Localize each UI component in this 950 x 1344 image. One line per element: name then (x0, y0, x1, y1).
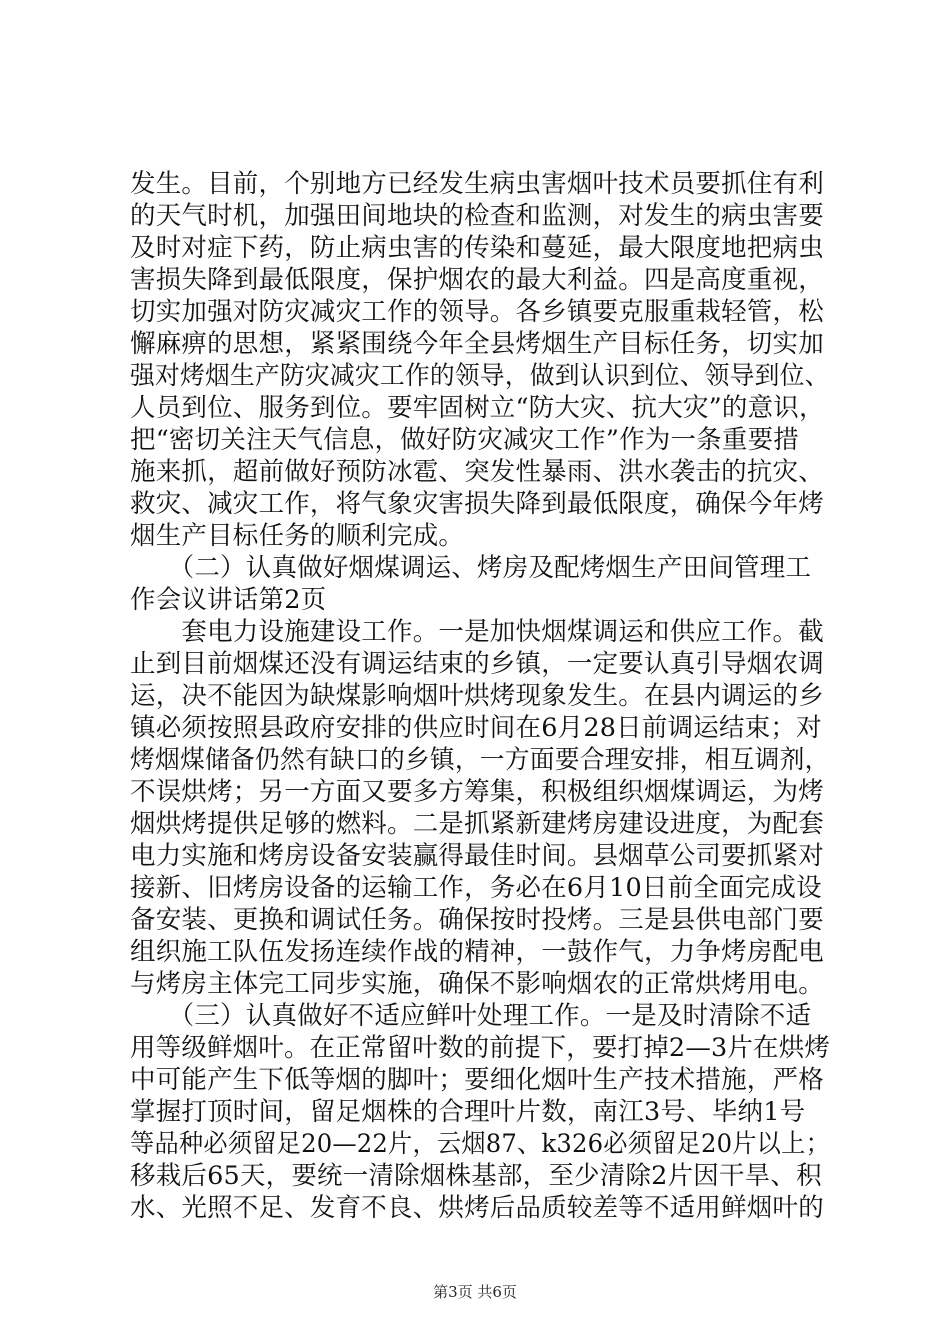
text-line: 烟烘烤提供足够的燃料。二是抓紧新建烤房建设进度，为配套 (130, 809, 824, 839)
text-line: 备安装、更换和调试任务。确保按时投烤。三是县供电部门要 (130, 905, 824, 935)
text-line: 电力实施和烤房设备安装赢得最佳时间。县烟草公司要抓紧对 (130, 841, 824, 871)
text-line: 移栽后65天，要统一清除烟株基部，至少清除2片因干旱、积 (130, 1161, 822, 1191)
text-line: 切实加强对防灾减灾工作的领导。各乡镇要克服重栽轻管，松 (130, 297, 824, 327)
text-line: 发生。目前，个别地方已经发生病虫害烟叶技术员要抓住有利 (130, 169, 824, 199)
text-line: 运，决不能因为缺煤影响烟叶烘烤现象发生。在县内调运的乡 (130, 681, 824, 711)
text-line: 用等级鲜烟叶。在正常留叶数的前提下，要打掉2—3片在烘烤 (130, 1033, 831, 1063)
text-line: 等品种必须留足20—22片，云烟87、k326必须留足20片以上； (130, 1129, 831, 1159)
text-line: 套电力设施建设工作。一是加快烟煤调运和供应工作。截 (130, 617, 824, 647)
text-line: 烟生产目标任务的顺利完成。 (130, 521, 465, 551)
text-line: 掌握打顶时间，留足烟株的合理叶片数，南江3号、毕纳1号 (130, 1097, 806, 1127)
text-line: 不误烘烤；另一方面又要多方筹集，积极组织烟煤调运，为烤 (130, 777, 824, 807)
text-line: 接新、旧烤房设备的运输工作，务必在6月10日前全面完成设 (130, 873, 822, 903)
text-line: 中可能产生下低等烟的脚叶；要细化烟叶生产技术措施，严格 (130, 1065, 824, 1095)
text-line: 施来抓，超前做好预防冰雹、突发性暴雨、洪水袭击的抗灾、 (130, 457, 824, 487)
text-line: 害损失降到最低限度，保护烟农的最大利益。四是高度重视， (130, 265, 824, 295)
text-line: 组织施工队伍发扬连续作战的精神，一鼓作气，力争烤房配电 (130, 937, 824, 967)
text-line: 止到目前烟煤还没有调运结束的乡镇，一定要认真引导烟农调 (130, 649, 824, 679)
text-line: （二）认真做好烟煤调运、烤房及配烤烟生产田间管理工 (130, 553, 812, 583)
text-line: 及时对症下药，防止病虫害的传染和蔓延，最大限度地把病虫 (130, 233, 824, 263)
text-line: 镇必须按照县政府安排的供应时间在6月28日前调运结束；对 (130, 713, 822, 743)
document-body (130, 168, 830, 1224)
text-line: 烤烟煤储备仍然有缺口的乡镇，一方面要合理安排，相互调剂， (130, 745, 830, 775)
text-line: 人员到位、服务到位。要牢固树立“防大灾、抗大灾”的意识， (130, 393, 825, 423)
text-line: 把“密切关注天气信息，做好防灾减灾工作”作为一条重要措 (130, 425, 799, 455)
text-line: 水、光照不足、发育不良、烘烤后品质较差等不适用鲜烟叶的 (130, 1193, 824, 1223)
text-line: 救灾、减灾工作，将气象灾害损失降到最低限度，确保今年烤 (130, 489, 824, 519)
page-footer: 第3页 共6页 (433, 1283, 517, 1301)
text-line: 强对烤烟生产防灾减灾工作的领导，做到认识到位、领导到位、 (130, 361, 830, 391)
text-line: 与烤房主体完工同步实施，确保不影响烟农的正常烘烤用电。 (130, 969, 824, 999)
text-line: （三）认真做好不适应鲜叶处理工作。一是及时清除不适 (130, 1001, 812, 1031)
text-line: 的天气时机，加强田间地块的检查和监测，对发生的病虫害要 (130, 201, 824, 231)
text-line: 作会议讲话第2页 (130, 585, 327, 615)
text-line: 懈麻痹的思想，紧紧围绕今年全县烤烟生产目标任务，切实加 (130, 329, 824, 359)
